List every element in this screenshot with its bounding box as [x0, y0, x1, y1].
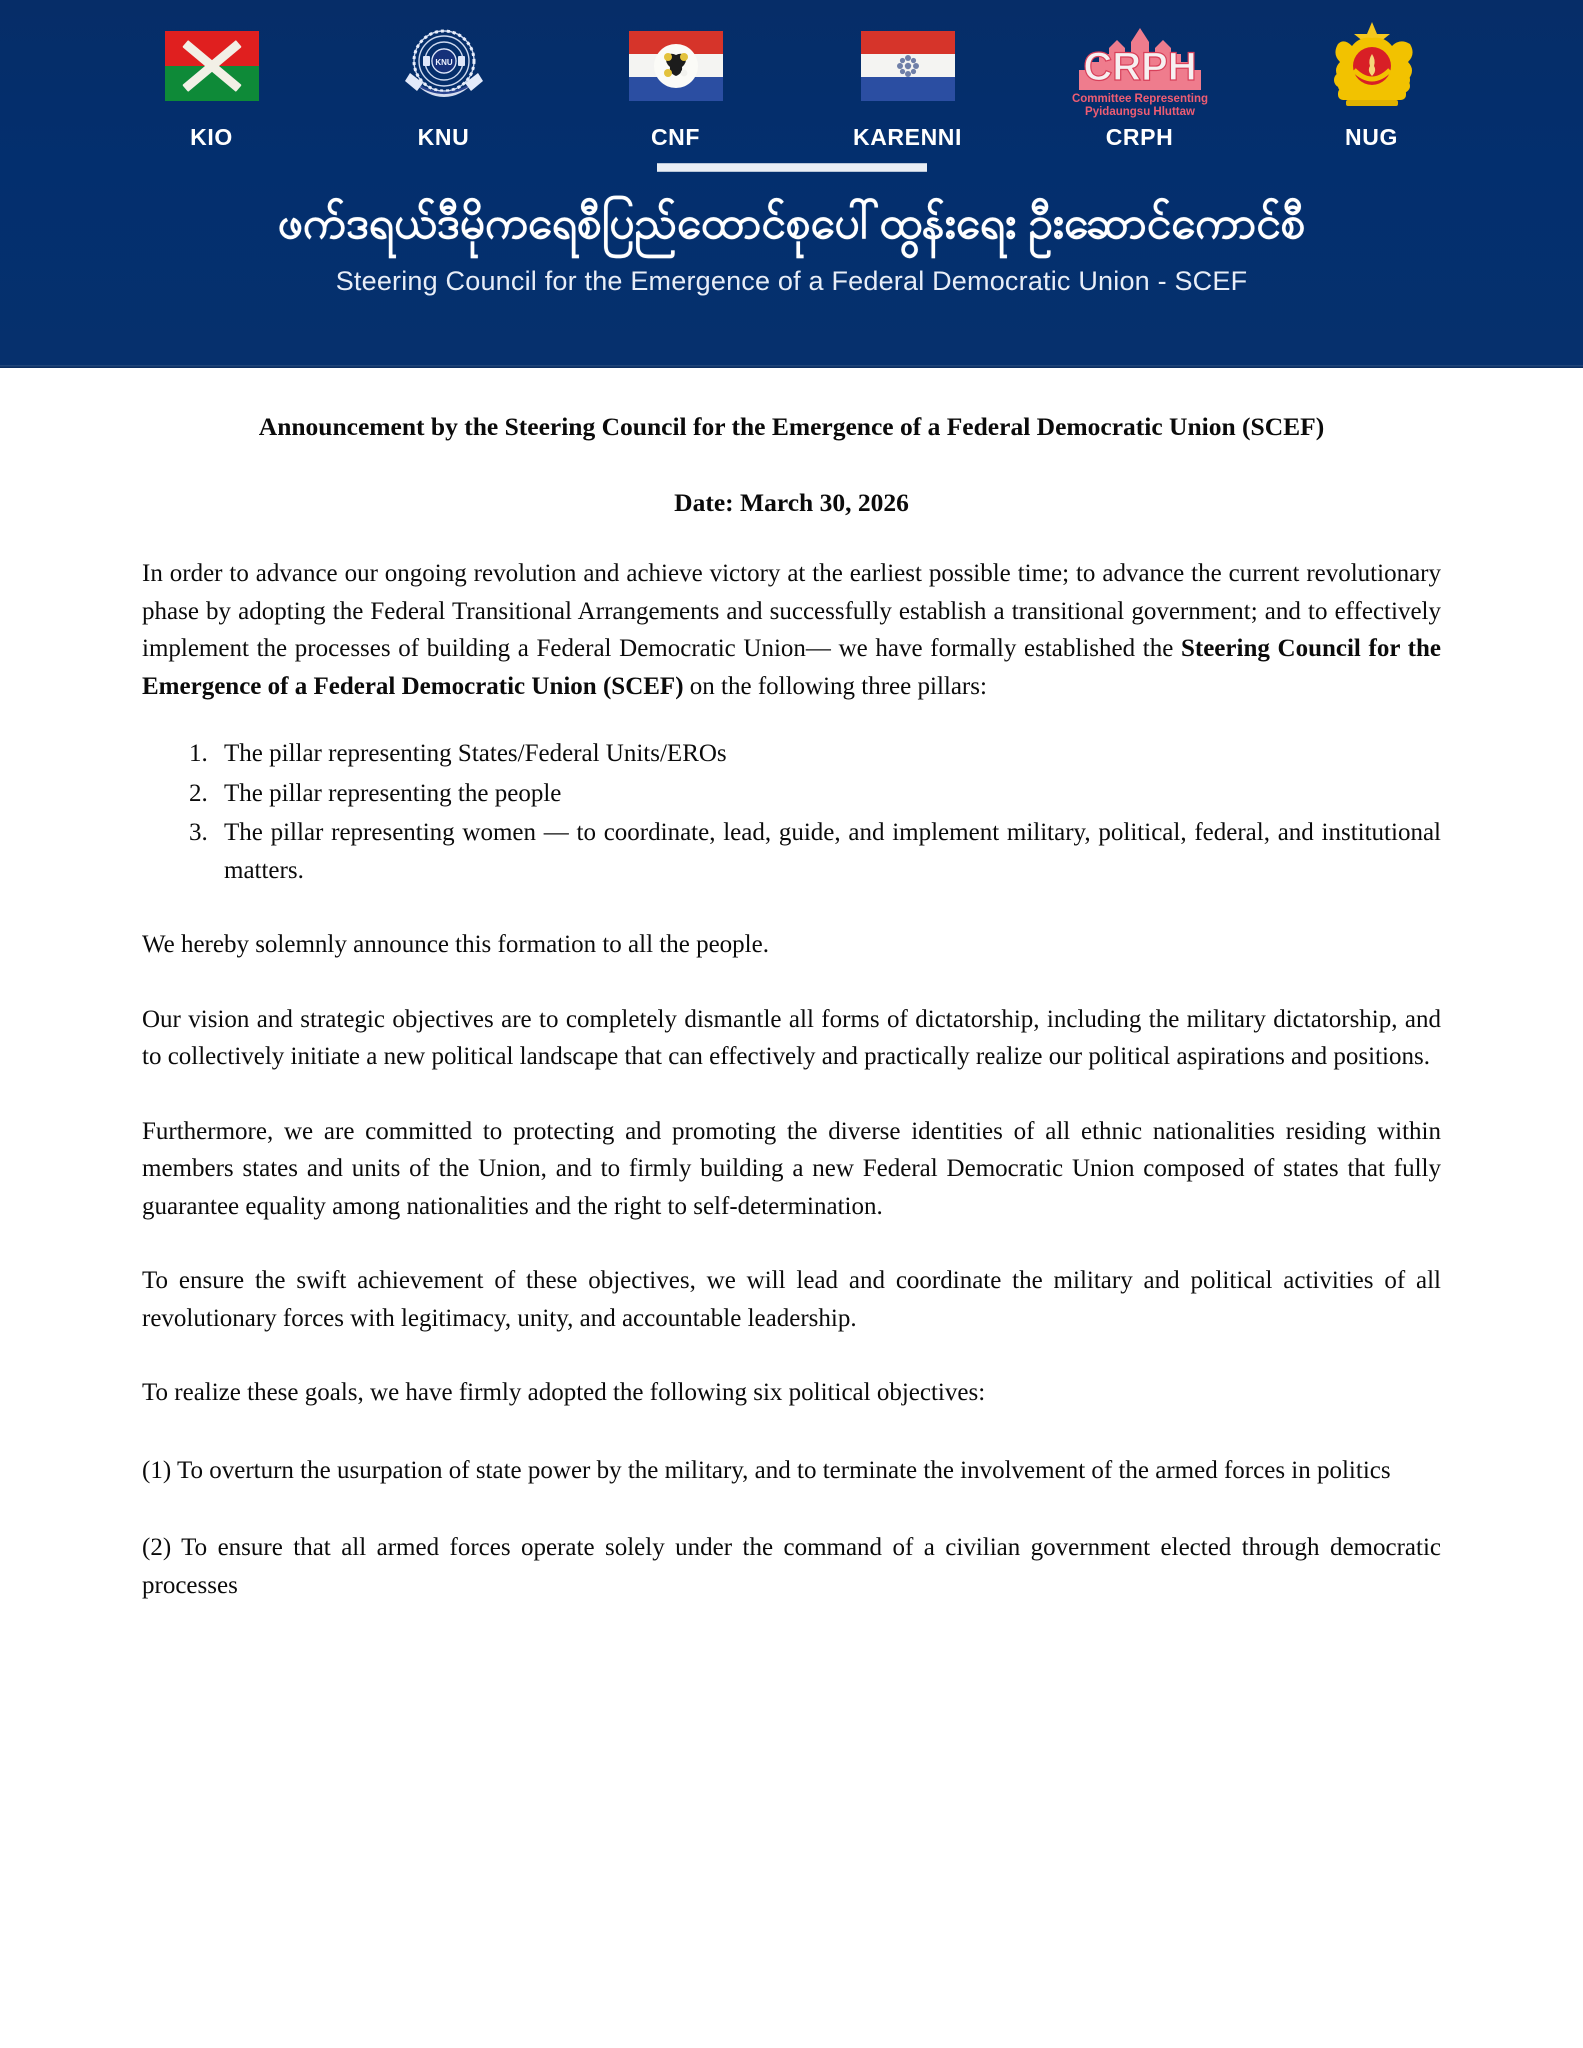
- org-label-crph: CRPH: [1105, 124, 1174, 150]
- intro-part-2: on the following three pillars:: [683, 672, 987, 700]
- intro-part-1: In order to advance our ongoing revolution and achieve victory at the earliest possible time; to advance the current revolutionary phase by adopting the Federal Transitional Arrangements and successfully establish a transitional government; and to effectively implement the processes of building a Federal Democratic Union— we have formally established the: [142, 560, 1441, 663]
- banner-bottom-edge: [0, 365, 1583, 368]
- list-item: 3. The pillar representing women — to coordinate, lead, guide, and implement military, political, federal, and institutional matters.: [214, 814, 1441, 889]
- list-item: 2. The pillar representing the people: [214, 775, 1441, 813]
- org-crph: [1060, 18, 1220, 151]
- org-label-karenni: KARENNI: [853, 124, 962, 150]
- org-kio: [132, 16, 292, 151]
- cnf-flag-icon: [629, 31, 723, 101]
- org-label-nug: NUG: [1345, 124, 1398, 150]
- org-knu: [364, 16, 524, 151]
- org-label-knu: KNU: [417, 124, 470, 150]
- cnf-emblem-disc: [654, 44, 698, 88]
- banner-subtitle-english: Steering Council for the Emergence of a Federal Democratic Union - SCEF: [335, 265, 1248, 296]
- crph-logo-icon: [1065, 18, 1215, 122]
- karenni-flag-icon: [861, 31, 955, 101]
- coalition-emblems-row: [0, 0, 1583, 151]
- knu-emblem-box: [401, 16, 487, 116]
- org-karenni: [828, 16, 988, 151]
- cnf-emblem-box: [629, 16, 723, 116]
- paragraph-coordination: To ensure the swift achievement of these objectives, we will lead and coordinate the military and political activities of all revolutionary forces with legitimacy, unity, and accountable leadership.: [142, 1267, 1441, 1332]
- pillars-list: [142, 735, 1441, 889]
- paragraph-announce: We hereby solemnly announce this formation to all the people.: [142, 931, 769, 959]
- document-body: [0, 368, 1583, 1604]
- org-label-kio: KIO: [190, 124, 233, 150]
- org-nug: [1292, 16, 1452, 151]
- paragraph-vision: Our vision and strategic objectives are to completely dismantle all forms of dictatorship, including the military dictatorship, and to collectively initiate a new political landscape that can effectively and practically realize our political aspirations and positions.: [142, 1005, 1441, 1071]
- crph-acronym-text: CRPH: [1082, 45, 1197, 89]
- intro-bold-phrase: Steering Council for the Emergence of a Federal Democratic Union (SCEF): [142, 635, 1441, 700]
- nug-emblem-box: [1324, 16, 1420, 116]
- paragraph-objectives-intro: To realize these goals, we have firmly adopted the following six political objectives:: [142, 1379, 986, 1407]
- paragraph-identities: Furthermore, we are committed to protecting and promoting the diverse identities of all ethnic nationalities residing within members states and units of the Union, and to firmly building a new Federal Democratic Union composed of states that fully guarantee equality among nationalities and the right to self-determination.: [142, 1117, 1441, 1220]
- kio-emblem-box: [165, 16, 259, 116]
- nug-seal-icon: [1324, 20, 1420, 112]
- banner-title-burmese: ဖက်ဒရယ်ဒီမိုကရေစီပြည်ထောင်စုပေါ်ထွန်းရေး ဦးဆောင်ကောင်စီ: [277, 199, 1306, 248]
- header-banner: [0, 0, 1583, 368]
- banner-divider: [657, 163, 927, 172]
- svg-text:KNU: KNU: [434, 58, 453, 67]
- org-cnf: [596, 16, 756, 151]
- crph-subtitle-line2: Pyidaungsu Hluttaw: [1084, 106, 1195, 118]
- knu-seal-icon: [401, 23, 487, 109]
- kio-flag-icon: [165, 31, 259, 101]
- list-item: 1. The pillar representing States/Federal Units/EROs: [214, 735, 1441, 773]
- intro-paragraph: [142, 555, 1441, 705]
- objective-2: (2) To ensure that all armed forces operate solely under the command of a civilian government elected through democratic processes: [142, 1534, 1441, 1599]
- karenni-emblem-box: [861, 16, 955, 116]
- objective-1: (1) To overturn the usurpation of state power by the military, and to terminate the involvement of the armed forces in politics: [142, 1456, 1391, 1484]
- crph-emblem-box: [1065, 18, 1215, 122]
- crph-subtitle-line1: Committee Representing: [1071, 93, 1208, 105]
- document-date: Date: March 30, 2026: [674, 488, 909, 518]
- document-title: Announcement by the Steering Council for the Emergence of a Federal Democratic Union (SCEF): [258, 412, 1325, 441]
- org-label-cnf: CNF: [650, 124, 701, 150]
